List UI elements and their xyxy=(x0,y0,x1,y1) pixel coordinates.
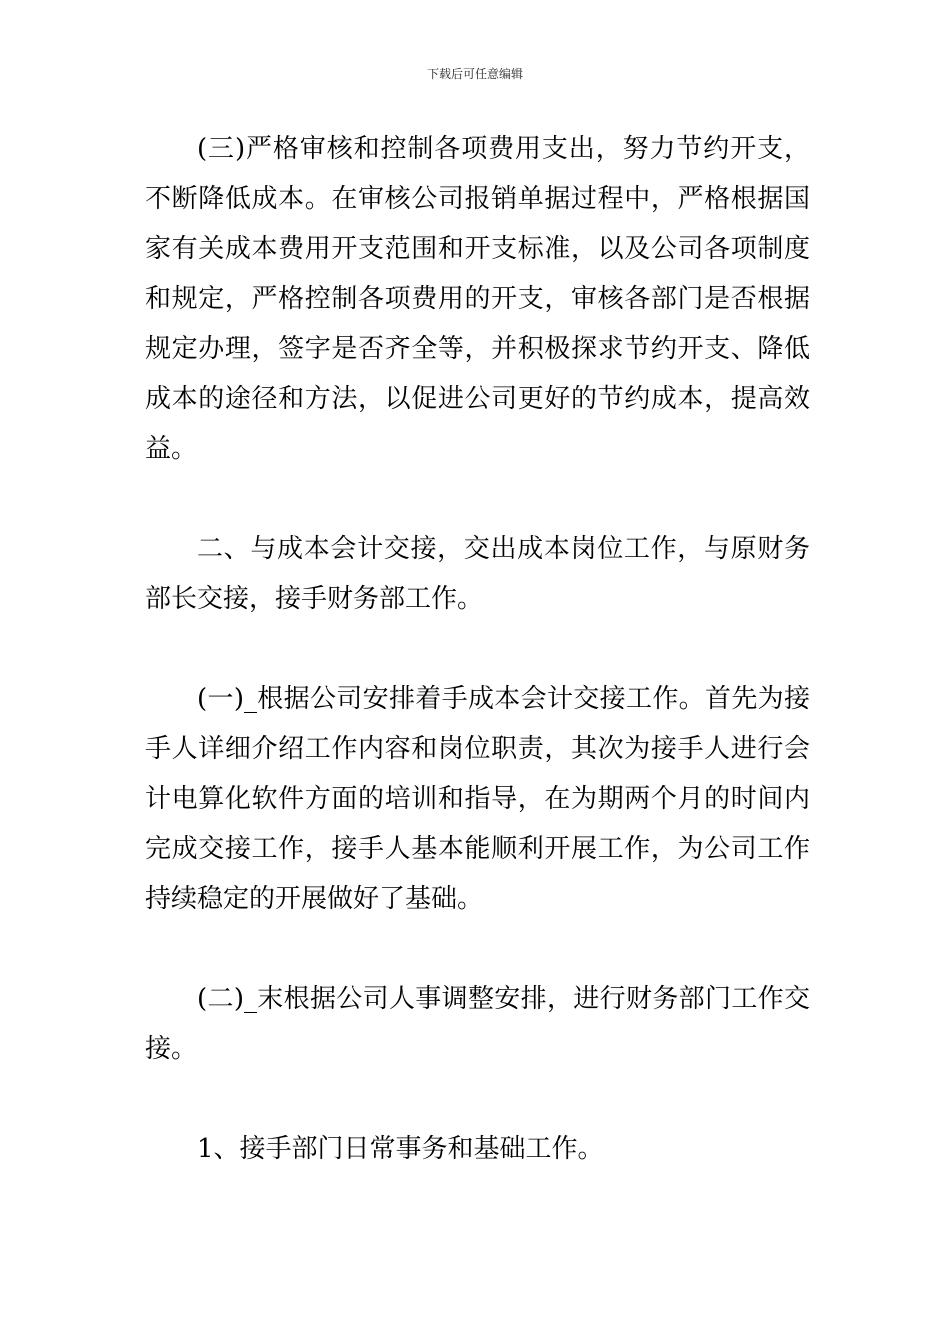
paragraph-spacer xyxy=(145,474,810,524)
paragraph-section-two: 二、与成本会计交接，交出成本岗位工作，与原财务部长交接，接手财务部工作。 xyxy=(145,534,810,614)
page-header-note: 下载后可任意编辑 xyxy=(426,67,523,81)
paragraph-item-one: 1、接手部门日常事务和基础工作。 xyxy=(197,1134,604,1164)
paragraph-spacer xyxy=(145,924,810,974)
document-body xyxy=(145,124,810,1174)
paragraph-spacer xyxy=(145,1074,810,1124)
paragraph-cost-accounting-handover: (一)_根据公司安排着手成本会计交接工作。首先为接手人详细介绍工作内容和岗位职责，其次为接手人进行会计电算化软件方面的培训和指导，在为期两个月的时间内完成交接工作，接手人基本能顺利开展工作，为公司工作持续稳定的开展做好了基础。 xyxy=(145,684,810,914)
paragraph-finance-handover: (二)_末根据公司人事调整安排，进行财务部门工作交接。 xyxy=(145,984,810,1064)
paragraph-expense-control: (三)严格审核和控制各项费用支出，努力节约开支，不断降低成本。在审核公司报销单据过程中，严格根据国家有关成本费用开支范围和开支标准，以及公司各项制度和规定，严格控制各项费用的开支，审核各部门是否根据规定办理，签字是否齐全等，并积极探求节约开支、降低成本的途径和方法，以促进公司更好的节约成本，提高效益。 xyxy=(145,134,810,464)
paragraph-spacer xyxy=(145,624,810,674)
